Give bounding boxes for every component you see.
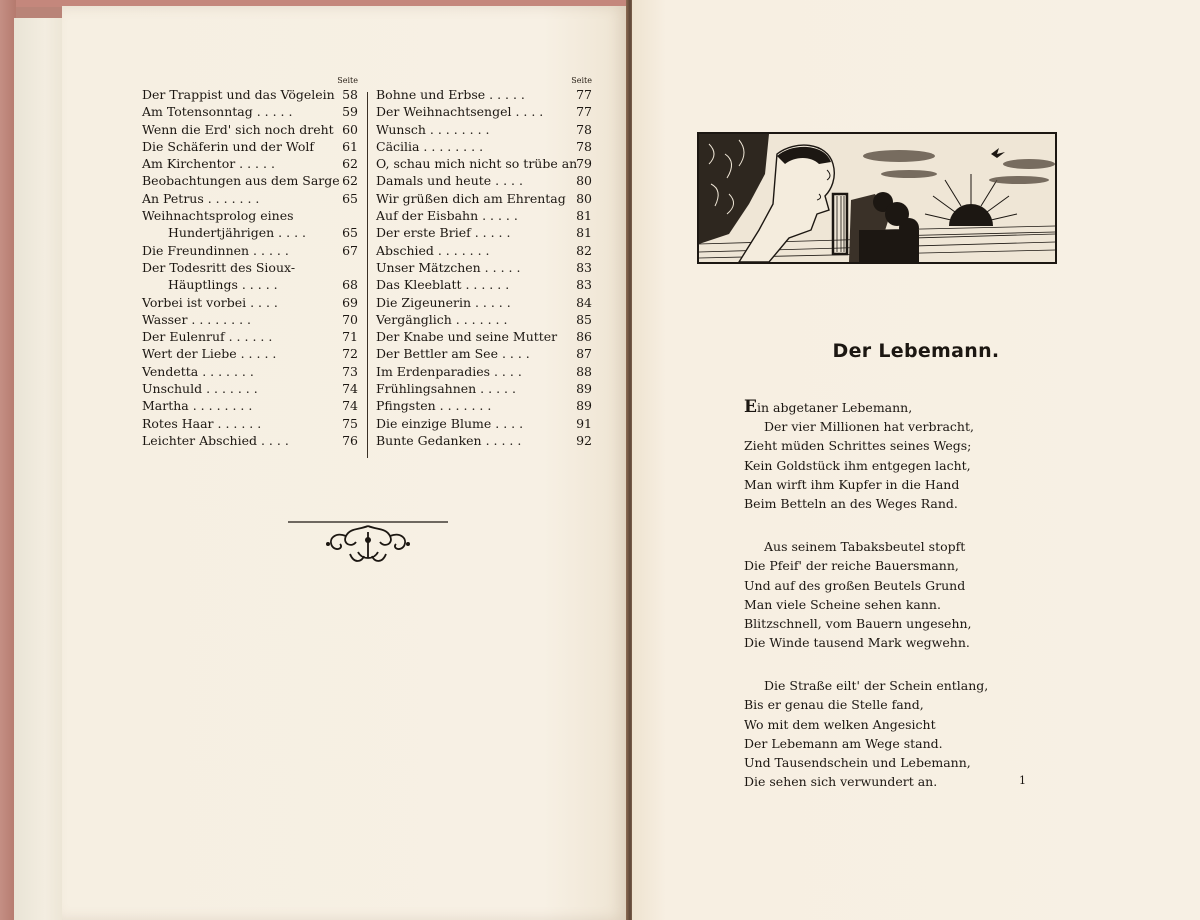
column-divider bbox=[367, 92, 368, 458]
poem-stanza bbox=[744, 398, 1044, 513]
toc-entry bbox=[376, 328, 592, 345]
poem-line-text: Der Lebemann am Wege stand. bbox=[744, 735, 943, 751]
toc-entry-title: Cäcilia . . . . . . . . bbox=[376, 138, 484, 154]
drop-cap: E bbox=[744, 397, 757, 417]
toc-entry-page: 91 bbox=[576, 415, 592, 431]
toc-entry-title: Bohne und Erbse . . . . . bbox=[376, 87, 525, 102]
toc-entry-title: Der Bettler am See . . . . bbox=[376, 346, 530, 362]
poem-line-text: Aus seinem Tabaksbeutel stopft bbox=[764, 539, 966, 555]
toc-entry-page: 72 bbox=[342, 346, 358, 362]
toc-entry-title: Am Kirchentor . . . . . bbox=[142, 156, 275, 172]
toc-entry-title: Martha . . . . . . . . bbox=[142, 398, 253, 414]
poem-line bbox=[744, 695, 1044, 714]
poem-line bbox=[744, 475, 1044, 494]
poem-line-text: Man viele Scheine sehen kann. bbox=[744, 596, 941, 612]
toc-entry-page: 60 bbox=[342, 121, 358, 137]
toc-entry-title: Beobachtungen aus dem Sarge bbox=[142, 173, 340, 189]
toc-entry bbox=[376, 363, 592, 380]
toc-entry-title: Abschied . . . . . . . bbox=[376, 242, 490, 258]
toc-entry-title: Wert der Liebe . . . . . bbox=[142, 346, 277, 362]
toc-entry bbox=[142, 276, 358, 293]
poem-line bbox=[744, 614, 1044, 633]
toc-entry bbox=[376, 86, 592, 103]
toc-entry-title: Am Totensonntag . . . . . bbox=[142, 104, 293, 120]
toc-entry-page: 76 bbox=[342, 432, 358, 448]
poem-line bbox=[744, 456, 1044, 475]
toc-entry-page: 77 bbox=[576, 87, 592, 102]
toc-entry bbox=[376, 190, 592, 207]
poem-line bbox=[744, 537, 1044, 556]
toc-entry-page: 80 bbox=[576, 173, 592, 189]
toc-entry bbox=[142, 311, 358, 328]
toc-entry-page: 65 bbox=[342, 190, 358, 206]
ornament-icon bbox=[288, 518, 448, 566]
toc-entry-title: Hundertjährigen . . . . bbox=[168, 225, 306, 241]
toc-entry bbox=[142, 242, 358, 259]
toc-entry bbox=[376, 121, 592, 138]
poem-line-text: Die Winde tausend Mark wegwehn. bbox=[744, 635, 970, 651]
toc-entry-page: 79 bbox=[576, 156, 592, 172]
toc-entry-page: 81 bbox=[576, 225, 592, 241]
toc-entry-title: Die Freundinnen . . . . . bbox=[142, 242, 289, 258]
toc-entry bbox=[142, 224, 358, 241]
toc-entry-title: Die einzige Blume . . . . bbox=[376, 415, 524, 431]
toc-entry-page: 71 bbox=[342, 329, 358, 345]
toc-entry-page: 69 bbox=[342, 294, 358, 310]
toc-entry-page: 87 bbox=[576, 346, 592, 362]
toc-entry-title: Leichter Abschied . . . . bbox=[142, 432, 289, 448]
poem-stanza bbox=[744, 676, 1044, 791]
poem-body bbox=[744, 398, 1044, 815]
toc-entry-page: 83 bbox=[576, 259, 592, 275]
toc-entry-title: Unser Mätzchen . . . . . bbox=[376, 259, 521, 275]
page-number: 1 bbox=[1019, 774, 1026, 787]
toc-entry-page: 74 bbox=[342, 398, 358, 414]
toc-entry-page: 81 bbox=[576, 208, 592, 224]
poem-line bbox=[744, 494, 1044, 513]
toc-entry-title: Die Schäferin und der Wolf bbox=[142, 138, 315, 154]
toc-entry bbox=[376, 103, 592, 120]
poem-line bbox=[744, 576, 1044, 595]
toc-entry-title: Der erste Brief . . . . . bbox=[376, 225, 511, 241]
toc-entry-title: Das Kleeblatt . . . . . . bbox=[376, 277, 510, 293]
toc-entry bbox=[376, 397, 592, 414]
toc-entry-title: Wunsch . . . . . . . . bbox=[376, 121, 490, 137]
seite-label: Seite bbox=[571, 76, 592, 85]
toc-entry bbox=[142, 345, 358, 362]
poem-line-text: Wo mit dem welken Angesicht bbox=[744, 716, 936, 732]
toc-entry-title: Im Erdenparadies . . . . bbox=[376, 363, 522, 379]
toc-entry bbox=[142, 294, 358, 311]
toc-entry bbox=[142, 86, 358, 103]
toc-entry-page: 75 bbox=[342, 415, 358, 431]
poem-line bbox=[744, 715, 1044, 734]
toc-entry bbox=[376, 276, 592, 293]
poem-line bbox=[744, 734, 1044, 753]
toc-entry bbox=[142, 138, 358, 155]
toc-entry-title: Der Weihnachtsengel . . . . bbox=[376, 104, 544, 120]
toc-entry-page: 61 bbox=[342, 138, 358, 154]
toc-entry-title: O, schau mich nicht so trübe an bbox=[376, 156, 578, 172]
toc-entry-page: 67 bbox=[342, 242, 358, 258]
toc-entry-page: 59 bbox=[342, 104, 358, 120]
toc-entry bbox=[376, 415, 592, 432]
toc-entry-title: Bunte Gedanken . . . . . bbox=[376, 432, 522, 448]
poem-line-text: Kein Goldstück ihm entgegen lacht, bbox=[744, 457, 971, 473]
toc-entry-page: 80 bbox=[576, 190, 592, 206]
toc-entry-title: Damals und heute . . . . bbox=[376, 173, 523, 189]
toc-entry-title: Häuptlings . . . . . bbox=[168, 277, 278, 293]
toc-entry bbox=[142, 328, 358, 345]
toc-entry-title: Vorbei ist vorbei . . . . bbox=[142, 294, 278, 310]
toc-entry bbox=[376, 242, 592, 259]
toc-entry-page: 77 bbox=[576, 104, 592, 120]
poem-line bbox=[744, 417, 1044, 436]
toc-entry bbox=[142, 380, 358, 397]
toc-entry-page: 92 bbox=[576, 432, 592, 448]
toc-entry-page: 84 bbox=[576, 294, 592, 310]
toc-entry-page: 78 bbox=[576, 138, 592, 154]
toc-entry bbox=[376, 155, 592, 172]
poem-line bbox=[744, 772, 1044, 791]
toc-entry bbox=[142, 103, 358, 120]
toc-entry-title: Unschuld . . . . . . . bbox=[142, 381, 258, 397]
poem-line bbox=[744, 595, 1044, 614]
toc-entry bbox=[376, 259, 592, 276]
poem-line-text: Blitzschnell, vom Bauern ungesehn, bbox=[744, 615, 972, 631]
toc-entry-page: 62 bbox=[342, 173, 358, 189]
toc-entry-page: 74 bbox=[342, 381, 358, 397]
toc-entry-title: Vergänglich . . . . . . . bbox=[376, 311, 508, 327]
poem-line-text: Beim Betteln an des Weges Rand. bbox=[744, 495, 958, 511]
page-edges bbox=[14, 18, 67, 920]
toc-entry bbox=[376, 224, 592, 241]
toc-entry bbox=[376, 380, 592, 397]
toc-entry-title: Der Eulenruf . . . . . . bbox=[142, 329, 273, 345]
toc-entry-title: Frühlingsahnen . . . . . bbox=[376, 381, 516, 397]
toc-column-right bbox=[376, 76, 592, 449]
toc-entry bbox=[142, 172, 358, 189]
poem-line-text: Zieht müden Schrittes seines Wegs; bbox=[744, 438, 972, 454]
toc-entry bbox=[142, 397, 358, 414]
toc-entry-title: Die Zigeunerin . . . . . bbox=[376, 294, 511, 310]
toc-entry-page: 65 bbox=[342, 225, 358, 241]
toc-entry-title: Der Trappist und das Vögelein bbox=[142, 87, 335, 102]
toc-entry bbox=[376, 432, 592, 449]
toc-entry bbox=[376, 345, 592, 362]
toc-column-left bbox=[142, 76, 358, 449]
toc-entry-title: Pfingsten . . . . . . . bbox=[376, 398, 492, 414]
toc-entry bbox=[142, 190, 358, 207]
toc-entry bbox=[376, 172, 592, 189]
toc-entry-title: Vendetta . . . . . . . bbox=[142, 363, 254, 379]
poem-line-text: Bis er genau die Stelle fand, bbox=[744, 697, 924, 713]
poem-line bbox=[744, 436, 1044, 455]
toc-entry bbox=[142, 259, 358, 276]
toc-entry bbox=[142, 415, 358, 432]
toc-entry-page: 85 bbox=[576, 311, 592, 327]
toc-entry-page: 68 bbox=[342, 277, 358, 293]
toc-entry bbox=[376, 294, 592, 311]
toc-entry-page: 58 bbox=[342, 87, 358, 102]
toc-entry-page: 62 bbox=[342, 156, 358, 172]
poem-line bbox=[744, 556, 1044, 575]
toc-entry bbox=[376, 138, 592, 155]
poem-line-text: Die sehen sich verwundert an. bbox=[744, 774, 938, 790]
toc-entry bbox=[142, 207, 358, 224]
poem-line-text: Die Straße eilt' der Schein entlang, bbox=[764, 678, 989, 694]
toc-entry bbox=[142, 121, 358, 138]
poem-line bbox=[744, 398, 1044, 417]
poem-line-text: Und auf des großen Beutels Grund bbox=[744, 577, 966, 593]
poem-line-text: Die Pfeif' der reiche Bauersmann, bbox=[744, 558, 959, 574]
poem-line-text: Man wirft ihm Kupfer in die Hand bbox=[744, 476, 960, 492]
poem-title: Der Lebemann. bbox=[832, 340, 1000, 362]
poem-stanza bbox=[744, 537, 1044, 652]
toc-entry-page: 70 bbox=[342, 311, 358, 327]
toc-entry bbox=[142, 155, 358, 172]
toc-entry bbox=[376, 311, 592, 328]
toc-entry-page: 88 bbox=[576, 363, 592, 379]
poem-line bbox=[744, 633, 1044, 652]
toc-entry-page: 86 bbox=[576, 329, 592, 345]
headpiece-illustration-icon bbox=[697, 132, 1057, 264]
poem-line bbox=[744, 676, 1044, 695]
toc-entry-title: Auf der Eisbahn . . . . . bbox=[376, 208, 518, 224]
toc-entry-title: Rotes Haar . . . . . . bbox=[142, 415, 262, 431]
toc-entry-title: Der Knabe und seine Mutter bbox=[376, 329, 558, 345]
poem-line-text: in abgetaner Lebemann, bbox=[756, 400, 913, 415]
toc-entry-title: An Petrus . . . . . . . bbox=[142, 190, 260, 206]
toc-entry bbox=[142, 432, 358, 449]
toc-entry-page: 78 bbox=[576, 121, 592, 137]
toc-entry-title: Wir grüßen dich am Ehrentag bbox=[376, 190, 566, 206]
toc-entry-page: 73 bbox=[342, 363, 358, 379]
toc-entry bbox=[376, 207, 592, 224]
toc-entry-title: Wenn die Erd' sich noch dreht bbox=[142, 121, 334, 137]
toc-entry-page: 82 bbox=[576, 242, 592, 258]
seite-label: Seite bbox=[337, 76, 358, 85]
toc-entry-title: Wasser . . . . . . . . bbox=[142, 311, 251, 327]
toc-entry-title: Weihnachtsprolog eines bbox=[142, 208, 294, 224]
poem-line-text: Und Tausendschein und Lebemann, bbox=[744, 755, 971, 770]
poem-line bbox=[744, 753, 1044, 772]
toc-entry bbox=[142, 363, 358, 380]
toc-entry-page: 83 bbox=[576, 277, 592, 293]
toc-entry-page: 89 bbox=[576, 381, 592, 397]
poem-line-text: Der vier Millionen hat verbracht, bbox=[764, 419, 974, 435]
toc-entry-page: 89 bbox=[576, 398, 592, 414]
toc-entry-title: Der Todesritt des Sioux- bbox=[142, 259, 296, 275]
